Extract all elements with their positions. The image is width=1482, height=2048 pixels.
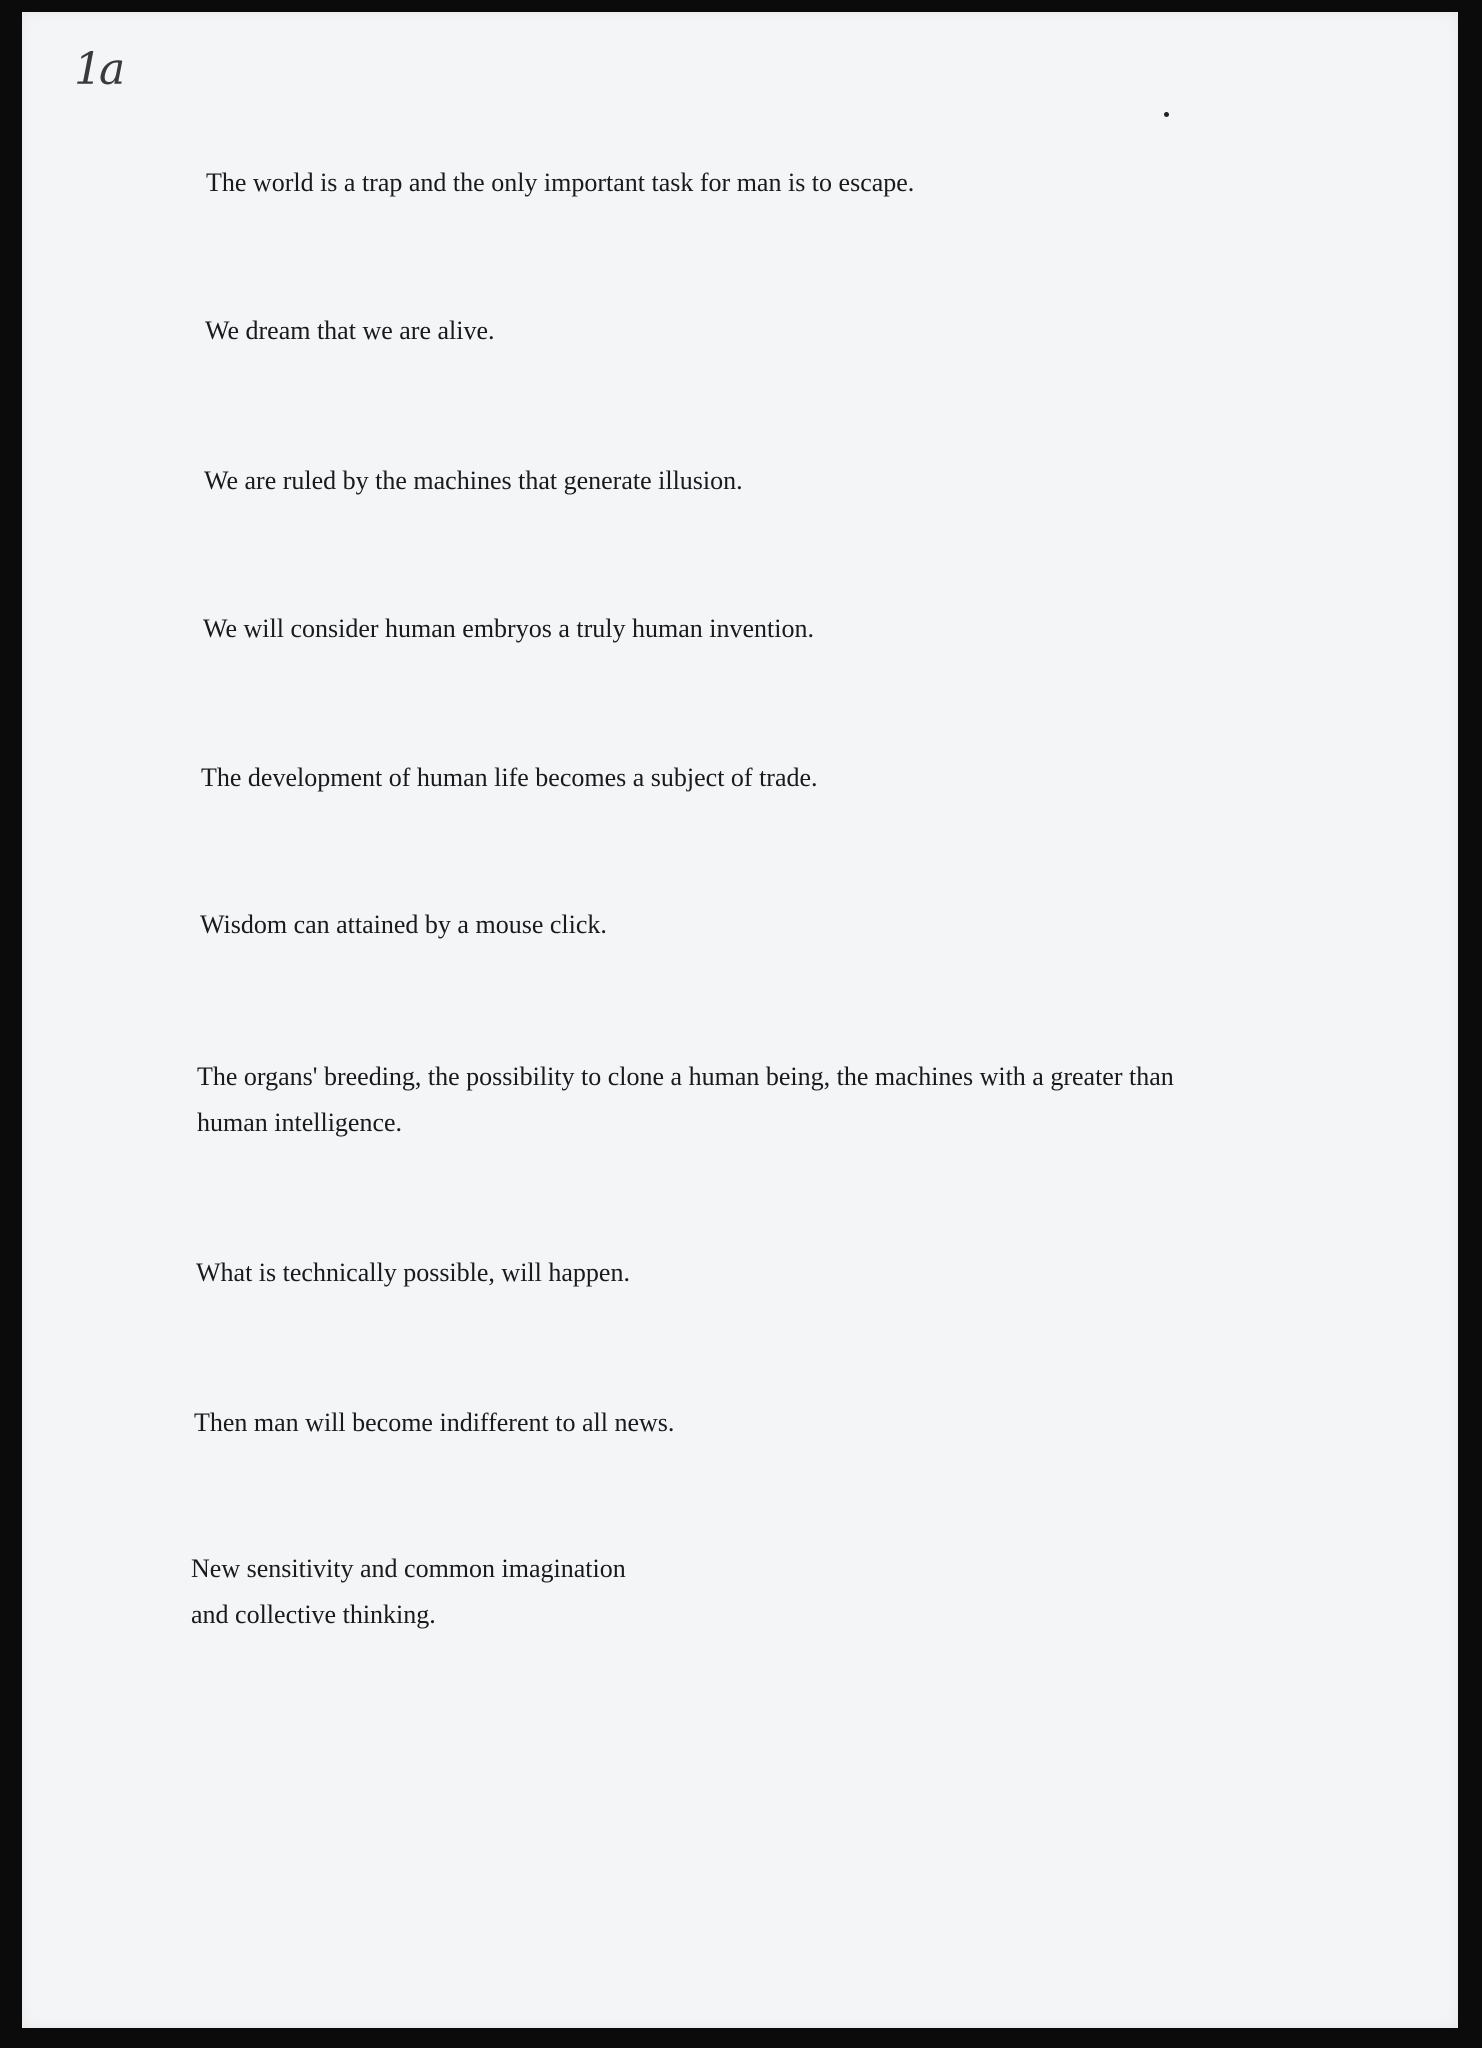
text-line: We will consider human embryos a truly human invention. [203,614,814,643]
text-line: The development of human life becomes a subject of trade. [201,763,818,792]
text-line: The world is a trap and the only important task for man is to escape. [206,168,915,197]
text-line: Then man will become indifferent to all news. [194,1408,675,1437]
handwritten-page-number: 1a [74,44,123,95]
text-line: and collective thinking. [191,1600,436,1629]
paper-sheet [22,12,1458,2028]
text-line: What is technically possible, will happen. [196,1258,630,1287]
ink-dot [1164,112,1169,117]
text-line: human intelligence. [197,1108,403,1137]
text-line: The organs' breeding, the possibility to clone a human being, the machines with a greater than [197,1062,1174,1091]
text-line: We dream that we are alive. [205,316,495,345]
text-line: We are ruled by the machines that generate illusion. [204,466,743,495]
text-line: Wisdom can attained by a mouse click. [200,910,607,939]
text-line: New sensitivity and common imagination [191,1554,626,1583]
